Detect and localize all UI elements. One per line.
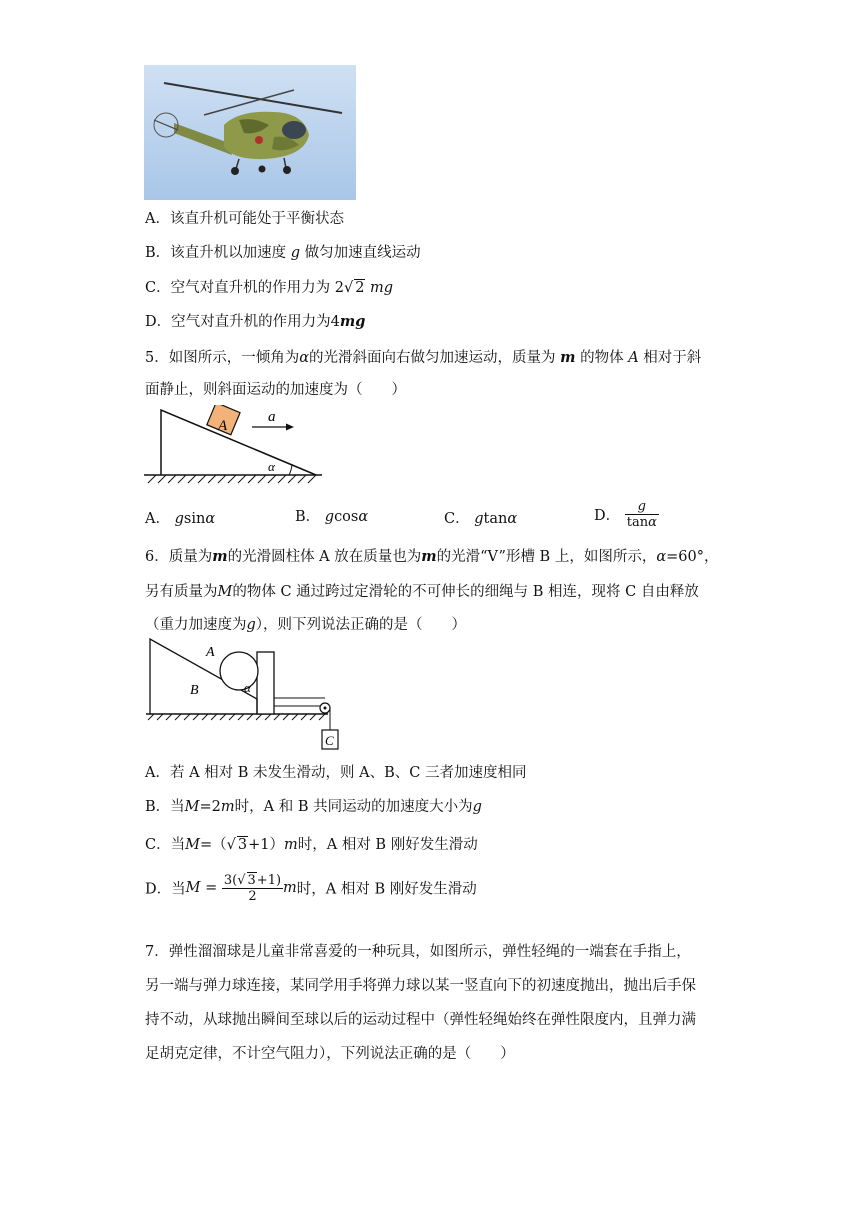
q6-label-a: A xyxy=(206,645,215,660)
q6-option-a: A．若 A 相对 B 未发生滑动，则 A、B、C 三者加速度相同 xyxy=(145,765,527,781)
q6-stem-line1: 6．质量为m的光滑圆柱体 A 放在质量也为m的光滑“V”形槽 B 上，如图所示，α=60°， xyxy=(145,548,719,565)
q5-option-b: B． gcosα xyxy=(295,509,369,525)
q4-option-a: A．该直升机可能处于平衡状态 xyxy=(145,211,344,227)
q5-angle-label: α xyxy=(268,459,275,474)
helicopter-image xyxy=(144,65,356,200)
q6-stem-line3: （重力加速度为g），则下列说法正确的是（ ） xyxy=(145,617,467,633)
q6-stem-line2: 另有质量为M的物体 C 通过跨过定滑轮的不可伸长的细绳与 B 相连，现将 C 自由释放 xyxy=(145,584,699,600)
q4-option-c: C．空气对直升机的作用力为 2√ 2 mg xyxy=(145,280,394,296)
q6-option-d: D．当M = $\frac{3(√ 3+1)}{2}$ m时，A 相对 B 刚好发生滑动 xyxy=(145,873,477,904)
q5-stem-line2: 面静止，则斜面运动的加速度为（ ） xyxy=(145,382,406,398)
q5-option-a: A． gsinα xyxy=(145,511,216,527)
q5-stem-line1: 5．如图所示，一倾角为α的光滑斜面向右做匀加速运动，质量为 m 的物体 A 相对于斜 xyxy=(145,349,702,366)
q5-accel-label: a xyxy=(268,409,276,425)
q7-stem-line2: 另一端与弹力球连接，某同学用手将弹力球以某一竖直向下的初速度抛出，抛出后手保 xyxy=(145,978,696,994)
q6-label-alpha: α xyxy=(244,680,251,695)
q5-option-c: C． gtanα xyxy=(444,511,518,527)
q5-option-d: D． $\frac{g}{\tan\alpha}$ xyxy=(594,499,657,530)
q6-option-b: B．当M=2m时，A 和 B 共同运动的加速度大小为g xyxy=(145,799,482,815)
q4-option-d: D．空气对直升机的作用力为4mg xyxy=(145,313,366,330)
q7-stem-line3: 持不动，从球抛出瞬间至球以后的运动过程中（弹性轻绳始终在弹性限度内，且弹力满 xyxy=(145,1012,696,1028)
q5-incline-figure xyxy=(144,405,324,487)
q5-block-label: A xyxy=(218,418,228,434)
helicopter-photo xyxy=(144,65,356,200)
q6-option-c: C．当M=（√ 3+1）m时，A 相对 B 刚好发生滑动 xyxy=(145,837,478,853)
q6-label-b: B xyxy=(190,683,199,698)
q7-stem-line1: 7．弹性溜溜球是儿童非常喜爱的一种玩具，如图所示，弹性轻绳的一端套在手指上， xyxy=(145,944,691,960)
q4-option-b: B．该直升机以加速度 g 做匀加速直线运动 xyxy=(145,245,421,261)
q6-groove-figure xyxy=(144,636,344,754)
q7-stem-line4: 足胡克定律，不计空气阻力），下列说法正确的是（ ） xyxy=(145,1046,515,1062)
q6-label-c: C xyxy=(325,733,334,748)
